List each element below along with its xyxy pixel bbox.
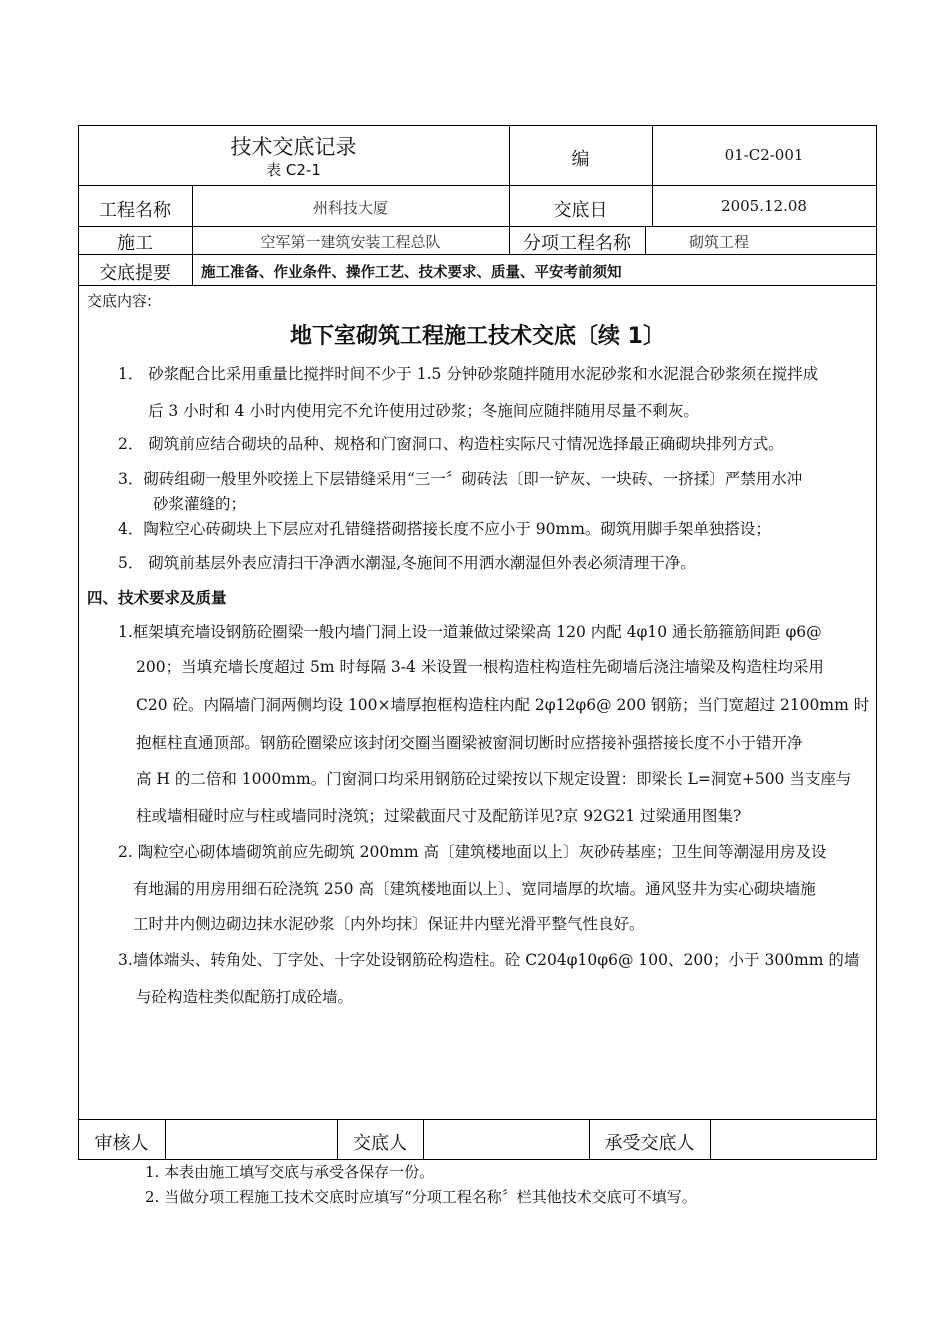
footer-divider-5 [710, 1119, 711, 1160]
form-title: 技术交底记录 [230, 135, 357, 159]
content-line: 柱或墙相碰时应与柱或墙同时浇筑；过梁截面尺寸及配筋详见?京 92G21 过梁通用图集? [136, 807, 742, 825]
content-line: 3．砌砖组砌一般里外咬搓上下层错缝采用“三一〞砌砖法〔即一铲灰、一块砖、一挤揉〕严禁用水冲 [118, 470, 803, 488]
table-rule-4 [78, 285, 877, 286]
content-line: 2. 陶粒空心砌体墙砌筑前应先砌筑 200mm 高〔建筑楼地面以上〕灰砂砖基座；卫生间等潮湿用房及设 [118, 843, 827, 861]
content-line: 高 H 的二倍和 1000mm。门窗洞口均采用钢筋砼过梁按以下规定设置：即梁长 L=洞宽+500 当支座与 [136, 770, 852, 788]
table-rule-2 [78, 226, 877, 227]
contractor-label: 施工 [117, 233, 153, 254]
project-value: 州科技大厦 [312, 199, 388, 217]
discloser-label: 交底人 [353, 1133, 407, 1154]
footer-divider-3 [423, 1119, 424, 1160]
content-line: 砂浆灌缝的； [153, 495, 247, 513]
content-line: 200；当填充墙长度超过 5m 时每隔 3-4 米设置一根构造柱构造柱先砌墙后浇注墙梁及构造柱均采用 [136, 658, 824, 676]
number-value: 01-C2-001 [724, 146, 804, 164]
table-border-bottom [78, 1159, 877, 1160]
subproject-value: 砌筑工程 [689, 233, 750, 251]
content-line: 4．陶粒空心砖砌块上下层应对孔错缝搭砌搭接长度不应小于 90mm。砌筑用脚手架单独搭设； [118, 520, 771, 538]
date-value: 2005.12.08 [721, 197, 807, 215]
table-border-top [78, 125, 877, 126]
content-line: 1． 砂浆配合比采用重量比搅拌时间不少于 1.5 分钟砂浆随拌随用水泥砂浆和水泥混合砂浆须在搅拌成 [118, 365, 819, 383]
section-heading: 四、技术要求及质量 [87, 588, 227, 607]
content-line: 后 3 小时和 4 小时内使用完不允许使用过砂浆；冬施间应随拌随用尽量不剩灰。 [148, 402, 699, 420]
content-line: 与砼构造柱类似配筋打成砼墙。 [136, 988, 354, 1006]
subproject-label: 分项工程名称 [523, 233, 631, 254]
content-line: 有地漏的用房用细石砼浇筑 250 高〔建筑楼地面以上〕、宽同墙厚的坎墙。通风竖井为实心砌块墙施 [133, 880, 816, 898]
footer-divider-1 [165, 1119, 166, 1160]
contractor-value: 空军第一建筑安装工程总队 [260, 233, 441, 251]
receiver-label: 承受交底人 [604, 1133, 695, 1154]
table-border-right [876, 125, 877, 1160]
reviewer-label: 审核人 [94, 1133, 149, 1154]
col-divider-right-short [645, 226, 646, 255]
content-label: 交底内容: [87, 292, 153, 310]
summary-label: 交底提要 [99, 263, 171, 284]
form-number: 表 C2-1 [266, 161, 321, 179]
content-line: 抱框柱直通顶部。钢筋砼圈梁应该封闭交圈当圈梁被窗洞切断时应搭接补强搭接长度不小于错开净 [136, 734, 803, 752]
note-item: 2. 当做分项工程施工技术交底时应填写“分项工程名称〞栏其他技术交底可不填写。 [145, 1188, 697, 1206]
content-line: 3.墙体端头、转角处、丁字处、十字处设钢筋砼构造柱。砼 C204φ10φ6@ 100、200；小于 300mm 的墙 [118, 951, 860, 969]
content-line: 2． 砌筑前应结合砌块的品种、规格和门窗洞口、构造柱实际尺寸情况选择最正确砌块排列方式。 [118, 435, 784, 453]
table-rule-5 [78, 1119, 877, 1120]
project-label: 工程名称 [99, 200, 171, 221]
table-rule-1 [78, 185, 877, 186]
content-heading: 地下室砌筑工程施工技术交底〔续 1〕 [290, 324, 665, 349]
note-item: 1. 本表由施工填写交底与承受各保存一份。 [145, 1163, 435, 1181]
date-label: 交底日 [553, 200, 608, 221]
content-line: 工时井内侧边砌边抹水泥砂浆〔内外均抹〕保证井内壁光滑平整气性良好。 [133, 915, 645, 933]
content-line: 5． 砌筑前基层外表应清扫干净洒水潮湿,冬施间不用洒水潮湿但外表必须清理干净。 [118, 554, 696, 572]
table-rule-3 [78, 254, 877, 255]
number-label: 编 [571, 149, 590, 170]
content-line: C20 砼。内隔墙门洞两侧均设 100×墙厚抱框构造柱内配 2φ12φ6@ 200 钢筋；当门宽超过 2100mm 时 [136, 696, 870, 714]
content-line: 1.框架填充墙设钢筋砼圈梁一般内墙门洞上设一道兼做过梁梁高 120 内配 4φ10 通长筋箍筋间距 φ6@ [118, 623, 822, 641]
summary-value: 施工准备、作业条件、操作工艺、技术要求、质量、平安考前须知 [201, 265, 622, 281]
